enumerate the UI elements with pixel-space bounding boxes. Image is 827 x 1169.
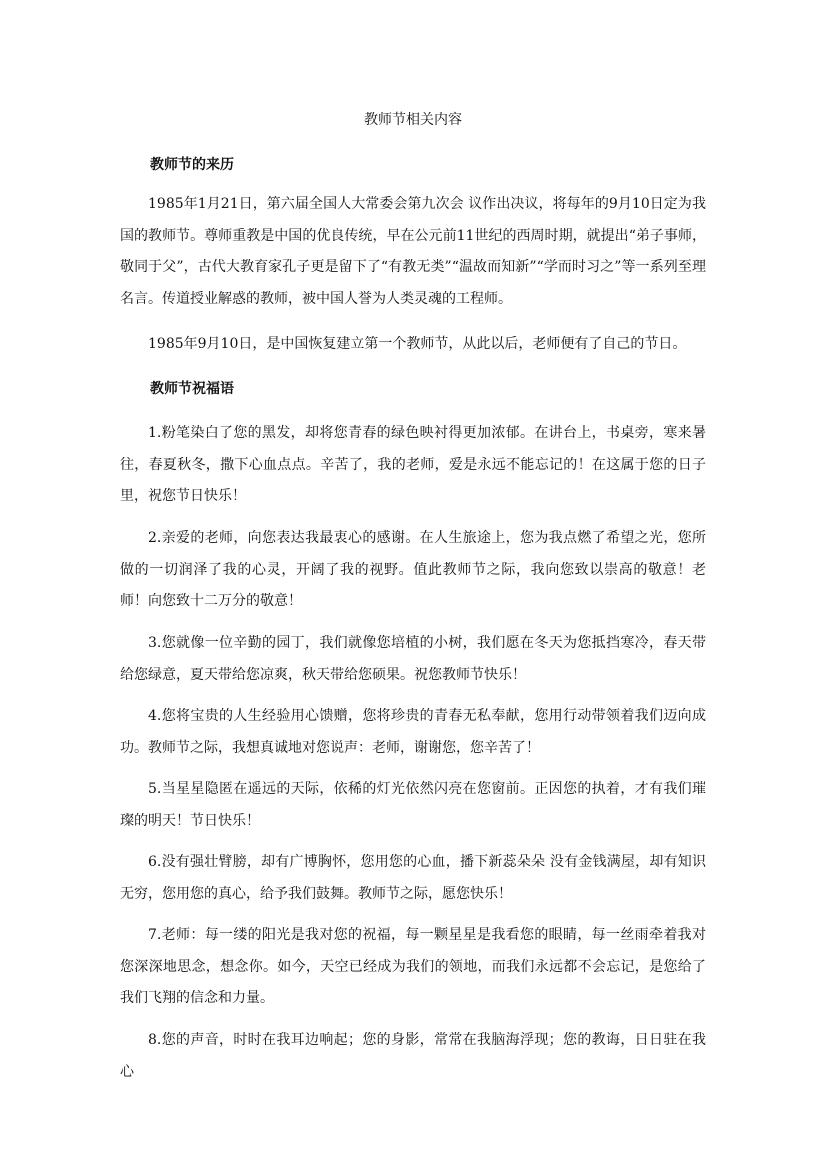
section-heading-greetings: 教师节祝福语	[150, 381, 234, 397]
document-title: 教师节相关内容	[364, 112, 462, 128]
paragraph-origin-history: 1985年1月21日，第六届全国人大常委会第九次会 议作出决议，将每年的9月10日定为我国的教师节。尊师重教是中国的优良传统，早在公元前11世纪的西周时期，就提出“弟子事师，敬同于父”，古代大教育家孔子更是留下了“有教无类”“温故而知新”“学而时习之”等一系列至理名言。传道授业解惑的教师，被中国人誉为人类灵魂的工程师。	[120, 196, 706, 307]
greeting-item-4: 4.您将宝贵的人生经验用心馈赠，您将珍贵的青春无私奉献，您用行动带领着我们迈向成功。教师节之际，我想真诚地对您说声：老师，谢谢您，您辛苦了！	[120, 708, 706, 756]
greeting-item-7: 7.老师：每一缕的阳光是我对您的祝福，每一颗星星是我看您的眼睛，每一丝雨牵着我对您深深地思念，想念你。如今，天空已经成为我们的领地，而我们永远都不会忘记，是您给了我们飞翔的信念和力量。	[120, 927, 706, 1006]
greeting-item-6: 6.没有强壮臂膀，却有广博胸怀，您用您的心血，播下新蕊朵朵 没有金钱满屋，却有知识无穷，您用您的真心，给予我们鼓舞。教师节之际，愿您快乐！	[120, 854, 706, 902]
greeting-item-5: 5.当星星隐匿在遥远的天际，依稀的灯光依然闪亮在您窗前。正因您的执着，才有我们璀璨的明天！节日快乐！	[120, 781, 706, 829]
paragraph-first-festival: 1985年9月10日，是中国恢复建立第一个教师节，从此以后，老师便有了自己的节日。	[148, 336, 687, 352]
greeting-item-2: 2.亲爱的老师，向您表达我最衷心的感谢。在人生旅途上，您为我点燃了希望之光，您所做的一切润泽了我的心灵，开阔了我的视野。值此教师节之际，我向您致以崇高的敬意！老师！向您致十二万分的敬意！	[120, 530, 706, 609]
greeting-item-8: 8.您的声音，时时在我耳边响起；您的身影，常常在我脑海浮现；您的教诲，日日驻在我心	[120, 1032, 706, 1080]
greeting-item-1: 1.粉笔染白了您的黑发，却将您青春的绿色映衬得更加浓郁。在讲台上，书桌旁，寒来暑往，春夏秋冬，撒下心血点点。辛苦了，我的老师，爱是永远不能忘记的！在这属于您的日子里，祝您节日快乐！	[120, 425, 706, 504]
greeting-item-3: 3.您就像一位辛勤的园丁，我们就像您培植的小树，我们愿在冬天为您抵挡寒冷，春天带给您绿意，夏天带给您凉爽，秋天带给您硕果。祝您教师节快乐！	[120, 635, 706, 683]
section-heading-origin: 教师节的来历	[150, 157, 234, 173]
